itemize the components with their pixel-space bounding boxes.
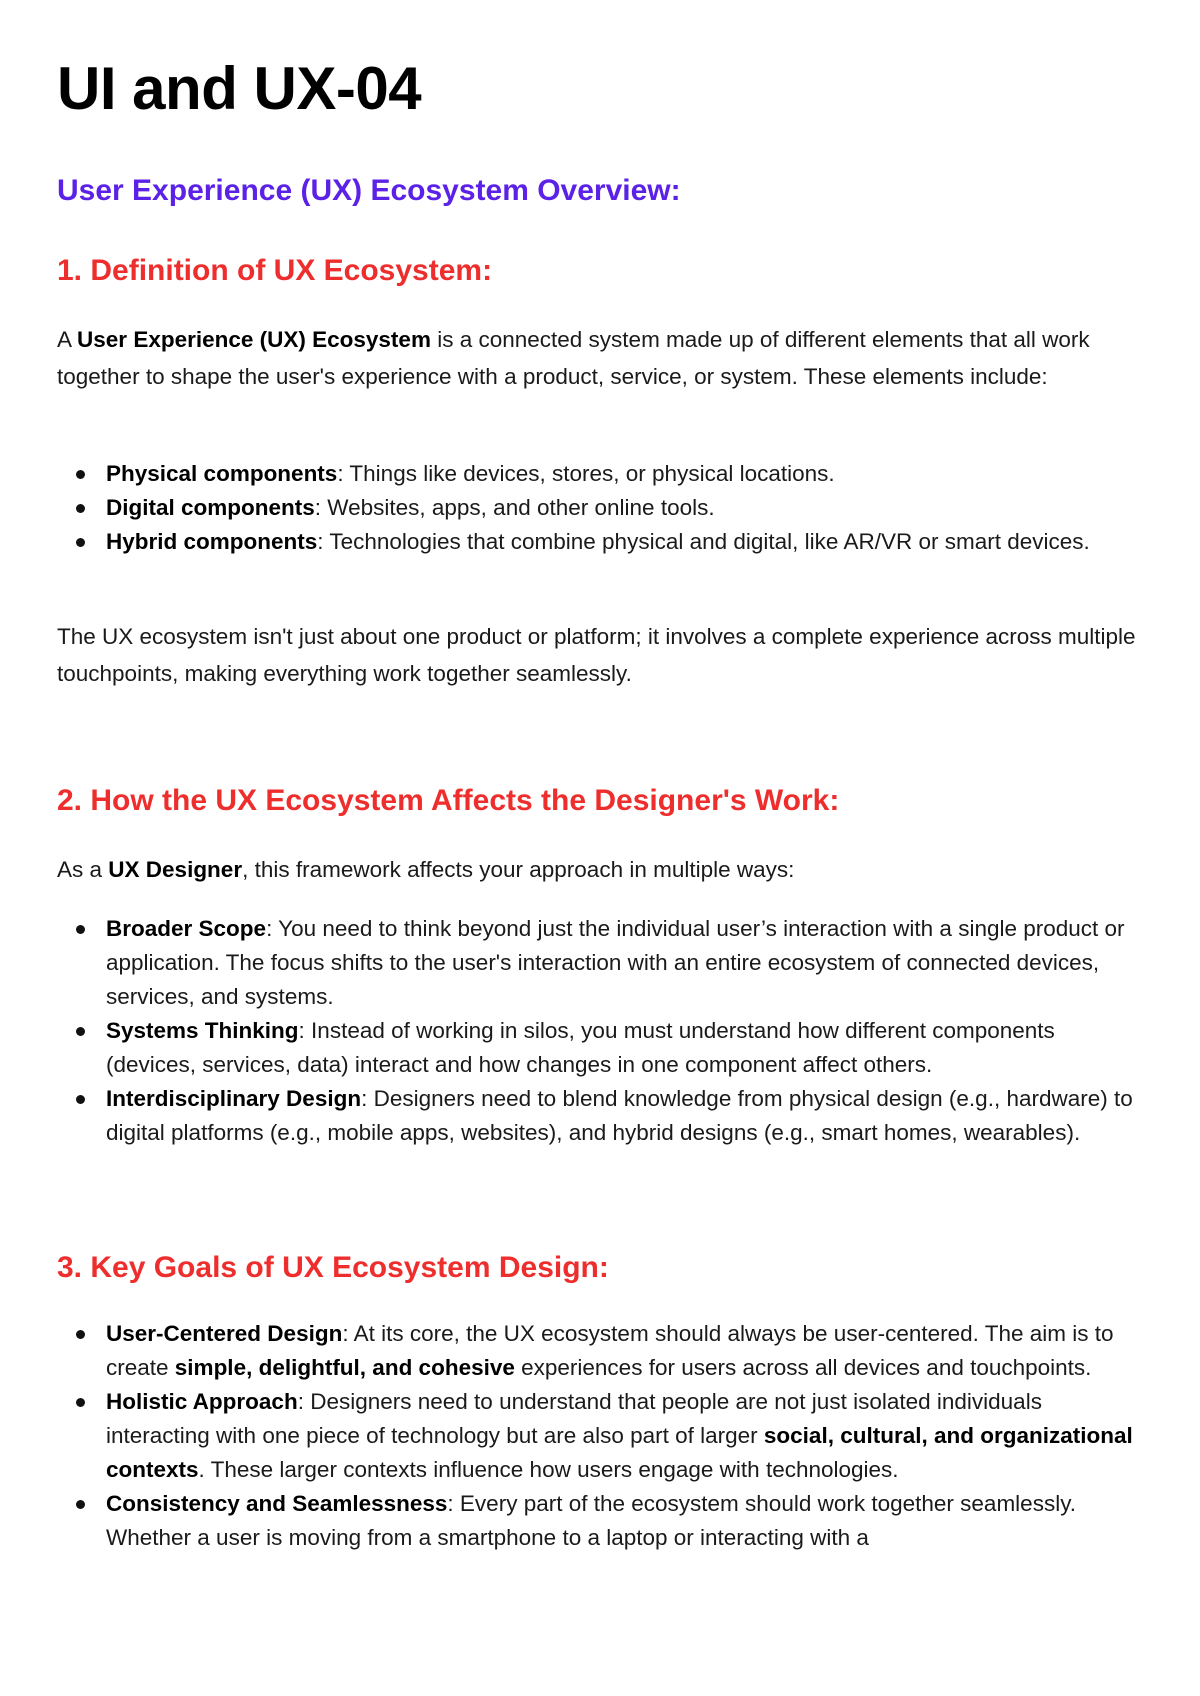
list-item [57,1082,1147,1150]
intro-text: As a [57,857,109,882]
list-item-text: : You need to think beyond just the individual user’s interaction with a single product or application. The focus shifts to the user's interaction with an entire ecosystem of connected devices, services, and systems. [106,916,1125,1009]
bullet-icon [76,925,85,934]
section-3-list [57,1317,1147,1555]
bullet-icon [76,1095,85,1104]
list-item-term: Systems Thinking [106,1018,299,1043]
list-item-term: Interdisciplinary Design [106,1086,362,1111]
list-item-text: : Websites, apps, and other online tools. [314,495,715,520]
bullet-icon [76,1027,85,1036]
section-2-list [57,912,1147,1150]
list-item [57,1487,1147,1555]
intro-text: , this framework affects your approach in multiple ways: [242,857,795,882]
section-2-intro [57,851,1147,888]
page-title: UI and UX-04 [57,55,422,122]
section-1-heading: 1. Definition of UX Ecosystem: [57,254,493,287]
section-1-list [57,457,1147,559]
list-item-text: : At its core, the UX ecosystem should always be user-centered. The aim is to create [106,1321,1114,1380]
bullet-icon [76,1330,85,1339]
bullet-icon [76,1500,85,1509]
list-item [57,1317,1147,1385]
list-item [57,491,1147,525]
list-item [57,525,1147,559]
bullet-icon [76,504,85,513]
list-item-term: Hybrid components [106,529,318,554]
list-item [57,1014,1147,1082]
list-item-text: . These larger contexts influence how users engage with technologies. [198,1457,899,1482]
intro-bold-term: UX Designer [108,857,243,882]
list-item-emphasis: social, cultural, and organizational contexts [106,1423,1133,1482]
list-item [57,1385,1147,1487]
list-item [57,912,1147,1014]
list-item-emphasis: simple, delightful, and cohesive [174,1355,515,1380]
list-item-text: : Designers need to understand that people are not just isolated individuals interacting with one piece of technology but are also part of larger [106,1389,1042,1448]
list-item-term: User-Centered Design [106,1321,343,1346]
list-item-term: Broader Scope [106,916,267,941]
bullet-icon [76,1398,85,1407]
document-subtitle: User Experience (UX) Ecosystem Overview: [57,174,681,207]
list-item-text: : Every part of the ecosystem should work together seamlessly. Whether a user is moving from a smartphone to a laptop or interacting with a [106,1491,1077,1550]
list-item-text: : Technologies that combine physical and digital, like AR/VR or smart devices. [317,529,1090,554]
list-item-term: Holistic Approach [106,1389,298,1414]
bullet-icon [76,470,85,479]
bullet-icon [76,538,85,547]
section-1-intro [57,321,1147,395]
list-item [57,457,1147,491]
list-item-term: Consistency and Seamlessness [106,1491,448,1516]
list-item-text: : Things like devices, stores, or physical locations. [337,461,835,486]
intro-bold-term: User Experience (UX) Ecosystem [77,327,431,352]
list-item-term: Physical components [106,461,338,486]
list-item-term: Digital components [106,495,315,520]
intro-text: is a connected system made up of different elements that all work together to shape the user's experience with a product, service, or system. These elements include: [57,327,1090,389]
list-item-text: : Designers need to blend knowledge from physical design (e.g., hardware) to digital platforms (e.g., mobile apps, websites), and hybrid designs (e.g., smart homes, wearables). [106,1086,1133,1145]
list-item-text: experiences for users across all devices and touchpoints. [514,1355,1092,1380]
section-2-heading: 2. How the UX Ecosystem Affects the Designer's Work: [57,784,840,817]
section-3-heading: 3. Key Goals of UX Ecosystem Design: [57,1251,609,1284]
intro-text: A [57,327,78,352]
list-item-text: : Instead of working in silos, you must understand how different components (devices, services, data) interact and how changes in one component affect others. [106,1018,1055,1077]
section-1-closing: The UX ecosystem isn't just about one product or platform; it involves a complete experience across multiple touchpoints, making everything work together seamlessly. [57,624,1136,686]
